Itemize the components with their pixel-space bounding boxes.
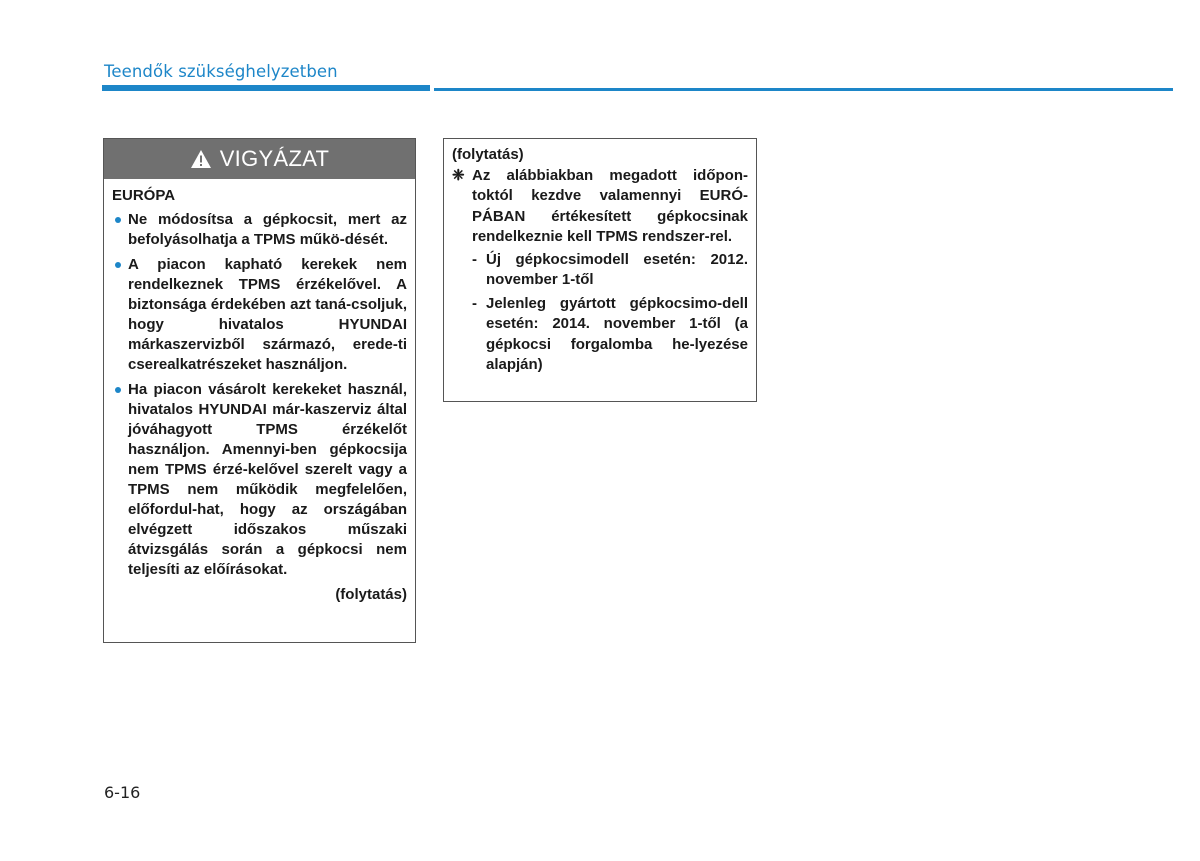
list-item [112, 380, 407, 580]
header-rule-thick [102, 85, 430, 91]
list-item [472, 294, 748, 376]
list-item [472, 250, 748, 291]
dash-mark: - [472, 250, 477, 268]
note [452, 166, 748, 248]
dash-item-text: Új gépkocsimodell esetén: 2012. november 1-től [486, 250, 748, 288]
bullet-dot-icon [115, 217, 121, 223]
bullet-text: Ne módosítsa a gépkocsit, mert az befolyásolhatja a TPMS műkö-dését. [128, 211, 407, 248]
list-item [112, 255, 407, 375]
bullet-text: Ha piacon vásárolt kerekeket használ, hivatalos HYUNDAI már-kaszerviz által jóváhagyott TPMS érzékelőt használjon. Amennyi-ben gépkocsija nem TPMS érzé-kelővel szerelt vagy a TPMS nem működik megfelelően, előfordul-hat, hogy az országában elvégzett időszakos műszaki átvizsgálás során a gépkocsi nem teljesíti az előírásokat. [128, 381, 407, 578]
dash-item-text: Jelenleg gyártott gépkocsimo-dell esetén: 2014. november 1-től (a gépkocsi forgalomba he-lyezése alapján) [486, 294, 748, 373]
section-header-title: Teendők szükséghelyzetben [104, 62, 338, 81]
continuation-box [443, 138, 757, 402]
list-item [112, 210, 407, 250]
dash-mark: - [472, 294, 477, 312]
caution-header [104, 139, 415, 179]
continuation-label: (folytatás) [452, 146, 524, 163]
caution-bullet-list [112, 210, 407, 580]
page-number: 6-16 [104, 783, 141, 802]
bullet-text: A piacon kapható kerekek nem rendelkeznek TPMS érzékelővel. A biztonsága érdekében azt taná-csoljuk, hogy hivatalos HYUNDAI márkaszervizből származó, erede-ti cserealkatrészeket használjon. [128, 256, 407, 373]
header-rule-thin [434, 88, 1173, 91]
bullet-dot-icon [115, 387, 121, 393]
dash-list [472, 250, 748, 376]
section-title: EURÓPA [112, 187, 176, 204]
caution-box [103, 138, 416, 643]
note-text: Az alábbiakban megadott időpon-toktól kezdve valamennyi EURÓ-PÁBAN értékesített gépkocsinak rendelkeznie kell TPMS rendszer-rel. [472, 166, 748, 245]
caution-heading: VIGYÁZAT [219, 146, 330, 171]
caution-body [104, 179, 415, 605]
warning-triangle-icon [190, 149, 212, 169]
note-mark-icon: ❈ [452, 166, 465, 184]
bullet-dot-icon [115, 262, 121, 268]
continued-label: (folytatás) [335, 586, 407, 603]
